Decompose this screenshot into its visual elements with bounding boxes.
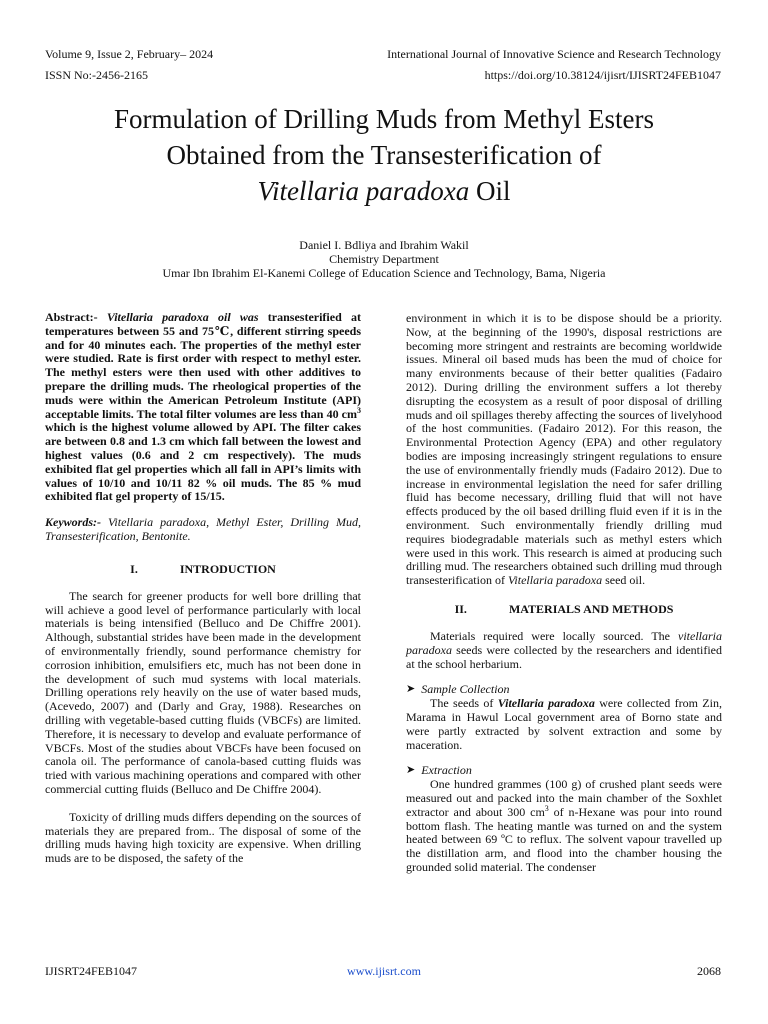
sample-text-a: The seeds of bbox=[430, 696, 498, 711]
extraction-text-a: One hundred grammes (100 g) of crushed plant seeds were measured out and packed into the main chamber of the Soxhlet extractor and about 300 cm bbox=[406, 777, 722, 819]
subheading-text: Sample Collection bbox=[421, 682, 510, 697]
author-block bbox=[40, 238, 728, 280]
arrow-bullet-icon: ➤ bbox=[406, 683, 416, 696]
journal-volume: Volume 9, Issue 2, February– 2024 bbox=[45, 47, 214, 61]
section-number: I. bbox=[130, 561, 138, 576]
abstract-sup: 3 bbox=[357, 405, 361, 415]
materials-text-a: Materials required were locally sourced. The bbox=[430, 628, 678, 643]
section-heading-materials bbox=[406, 602, 722, 616]
sample-paragraph bbox=[406, 697, 722, 752]
intro-continuation-end: seed oil. bbox=[602, 573, 646, 588]
paper-title bbox=[40, 101, 728, 209]
right-column bbox=[406, 312, 722, 875]
abstract-italic: Vitellaria paradoxa oil was bbox=[97, 310, 259, 324]
author-institution: Umar Ibn Ibrahim El-Kanemi College of Education Science and Technology, Bama, Nigeria bbox=[162, 266, 606, 280]
author-names: Daniel I. Bdliya and Ibrahim Wakil bbox=[299, 238, 469, 252]
subheading-text: Extraction bbox=[421, 763, 472, 778]
intro-paragraph-1: The search for greener products for well bore drilling that will achieve a good level of performance particularly with local materials is being intensified (Belluco and De Chiffre 2001). Although, substantial strides have been made in the development of environmentally friendly, sound performance chemistry for corrosion inhibition, emulsifiers etc, much has not been done in the development of such mud systems with local materials. Drilling operations rely heavily on the use of water based muds, (Acevedo, 2007) and (Darly and Gray, 1988). Researches on drilling with vegetable-based cutting fluids (VBCFs) are limited. Therefore, it is necessary to develop and evaluate performance of VBCFs. Most of the studies about VBCFs have been focused on canola oil. The performance of canola-based cutting fluids was tried with various machining operations and compared with other commercial cutting fluids (Belluco and De Chiffre 2004). bbox=[45, 588, 361, 796]
materials-paragraph bbox=[406, 630, 722, 671]
title-line-3 bbox=[40, 173, 728, 209]
title-species: Vitellaria paradoxa bbox=[257, 176, 470, 206]
sample-species: Vitellaria paradoxa bbox=[497, 696, 595, 711]
abstract-text-2: which is the highest volume allowed by API. The filter cakes are between 0.8 and 1.3 cm which fall between the lowest and highest values (0.6 and 2 cm respectively). The muds exhibited flat gel properties which all fall in API’s limits with values of 10/10 and 10/11 82 % oil muds. The 85 % mud exhibited flat gel property of 15/15. bbox=[45, 420, 361, 504]
author-department: Chemistry Department bbox=[329, 252, 439, 266]
title-line-1: Formulation of Drilling Muds from Methyl Esters bbox=[114, 104, 654, 134]
keywords bbox=[45, 516, 361, 544]
title-suffix: Oil bbox=[469, 176, 511, 206]
section-title: INTRODUCTION bbox=[179, 561, 276, 576]
section-heading-introduction bbox=[45, 562, 361, 576]
intro-continuation-species: Vitellaria paradoxa bbox=[507, 573, 603, 588]
abstract bbox=[45, 311, 361, 504]
keywords-label: Keywords:- bbox=[45, 515, 101, 530]
extraction-paragraph bbox=[406, 778, 722, 875]
intro-paragraph-2: Toxicity of drilling muds differs depending on the sources of materials they are prepared from.. The disposal of some of the drilling muds having high toxicity are expensive. When drilling muds are to be disposed, the safety of the bbox=[45, 809, 361, 866]
sample-text-b: were collected from Zin, Marama in Hawul Local government area of Borno state and were partly extracted by solvent extraction and some by maceration. bbox=[406, 696, 722, 752]
journal-issn: ISSN No:-2456-2165 bbox=[45, 68, 149, 82]
intro-continuation bbox=[406, 312, 722, 588]
extraction-text-b: of n-Hexane was pour into round bottom flash. The heating mantle was turned on and the system heated between 69 ºC to reflux. The solvent vapour travelled up the distillation arm, and flood into the chamber housing the grounded solid material. The condenser bbox=[406, 804, 722, 874]
intro-continuation-text: environment in which it is to be dispose should be a priority. Now, at the beginning of the 1990's, disposal restrictions are becoming more stringent and restraints are becoming worldwide issues. Mineral oil based muds has been the mud of choice for many environments because of their better qualities (Fadairo 2012). During drilling the environment suffers a lot thereby disrupting the ecosystem as a result of poor disposal of drilling muds and oil spillages thereby affecting the sources of livelyhood of the host communities. (Fadairo 2012). For this reason, the Environmental Protection Agency (EPA) and other regulatory bodies are imposing increasingly stringent regulations to ensure the use of environmentally friendly muds (Fadairo 2012). Due to increase in environmental legislation the need for safer drilling fluid has become necessary, drilling fluid that will not have effects produced by the oil based drilling fluid even if it is in the environment. Such environmentally friendly drilling mud requires biodegradable materials such as methyl esters which were used in this work. This research is aimed at producing such drilling mud. The researchers obtained such drilling mud through transesterification of bbox=[406, 311, 722, 588]
left-column bbox=[45, 311, 361, 866]
journal-name: International Journal of Innovative Science and Research Technology bbox=[387, 47, 721, 61]
section-title: MATERIALS AND METHODS bbox=[508, 601, 674, 616]
keywords-text: Vitellaria paradoxa, Methyl Ester, Drilling Mud, Transesterification, Bentonite. bbox=[45, 515, 361, 543]
title-line-2: Obtained from the Transesterification of bbox=[166, 140, 602, 170]
abstract-text-1: transesterified at temperatures between 55 and 75℃, different stirring speeds and for 40 minutes each. The properties of the methyl ester were studied. Rate is first order with respect to methyl ester. The methyl esters were then used with other additives to prepare the drilling muds. The rheological properties of the muds were within the American Petroleum Institute (API) acceptable limits. The total filter volumes are less than 40 cm bbox=[45, 310, 361, 421]
footer-article-code: IJISRT24FEB1047 bbox=[45, 964, 137, 978]
abstract-label: Abstract:- bbox=[45, 310, 98, 324]
arrow-bullet-icon: ➤ bbox=[406, 764, 416, 777]
subheading-sample-collection bbox=[406, 683, 722, 697]
materials-text-b: seeds were collected by the researchers and identified at the school herbarium. bbox=[406, 642, 722, 671]
footer-page-number: 2068 bbox=[697, 964, 721, 978]
article-doi-link[interactable]: https://doi.org/10.38124/ijisrt/IJISRT24FEB1047 bbox=[484, 68, 721, 82]
subheading-extraction bbox=[406, 764, 722, 778]
extraction-sup: 3 bbox=[544, 803, 549, 813]
footer-website-link[interactable]: www.ijisrt.com bbox=[347, 964, 421, 978]
section-number: II. bbox=[454, 601, 467, 616]
materials-species: vitellaria paradoxa bbox=[406, 628, 722, 657]
